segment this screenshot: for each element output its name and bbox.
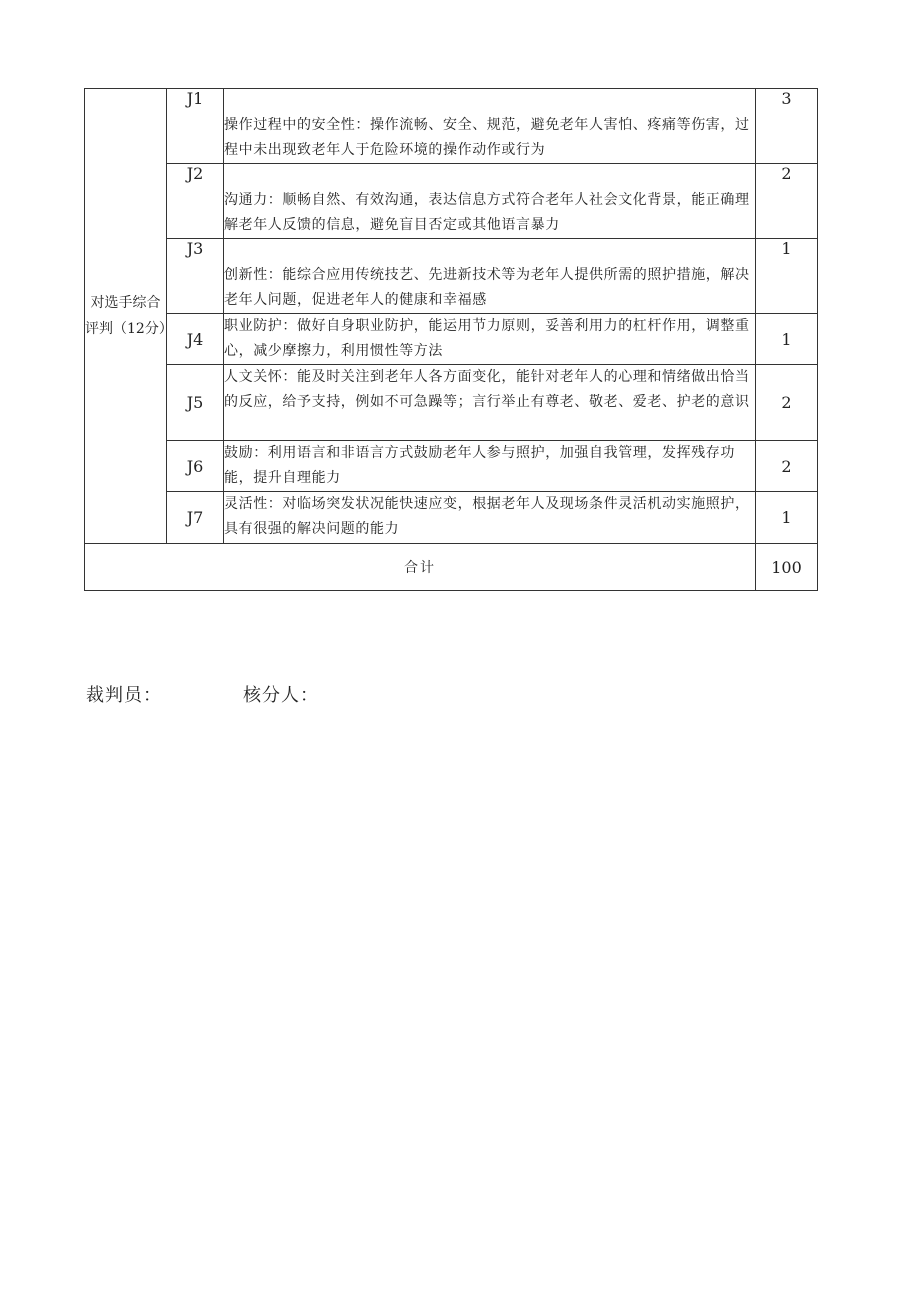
item-description: 职业防护：做好自身职业防护，能运用节力原则，妥善利用力的杠杆作用，调整重心，减少摩擦力，利用惯性等方法 [224,314,756,365]
item-points: 2 [756,365,818,441]
table-row [85,314,818,365]
item-description: 灵活性：对临场突发状况能快速应变，根据老年人及现场条件灵活机动实施照护，具有很强的解决问题的能力 [224,492,756,544]
item-points: 2 [756,441,818,492]
item-points: 3 [756,89,818,164]
checker-signature-label: 核分人： [243,685,319,706]
table-row [85,365,818,441]
total-label: 合计 [85,544,756,591]
total-value: 100 [756,544,818,591]
item-code: J3 [167,239,224,314]
item-code: J4 [167,314,224,365]
item-points: 1 [756,239,818,314]
item-description: 人文关怀：能及时关注到老年人各方面变化，能针对老年人的心理和情绪做出恰当的反应，给予支持，例如不可急躁等；言行举止有尊老、敬老、爱老、护老的意识 [224,365,756,441]
item-points: 2 [756,164,818,239]
item-points: 1 [756,492,818,544]
total-row [85,544,818,591]
table-row [85,239,818,314]
item-description: 沟通力：顺畅自然、有效沟通，表达信息方式符合老年人社会文化背景，能正确理解老年人反馈的信息，避免盲目否定或其他语言暴力 [224,164,756,239]
item-points: 1 [756,314,818,365]
item-code: J6 [167,441,224,492]
item-code: J7 [167,492,224,544]
table-row [85,164,818,239]
item-description: 操作过程中的安全性：操作流畅、安全、规范，避免老年人害怕、疼痛等伤害，过程中未出现致老年人于危险环境的操作动作或行为 [224,89,756,164]
item-description: 鼓励：利用语言和非语言方式鼓励老年人参与照护，加强自我管理，发挥残存功能，提升自理能力 [224,441,756,492]
referee-signature-label: 裁判员： [86,685,162,706]
table-row [85,441,818,492]
table-row [85,89,818,164]
item-description: 创新性：能综合应用传统技艺、先进新技术等为老年人提供所需的照护措施，解决老年人问题，促进老年人的健康和幸福感 [224,239,756,314]
item-code: J2 [167,164,224,239]
category-cell: 对选手综合评判（12分） [85,89,167,544]
item-code: J1 [167,89,224,164]
item-code: J5 [167,365,224,441]
table-row [85,492,818,544]
scoring-table [84,88,818,591]
